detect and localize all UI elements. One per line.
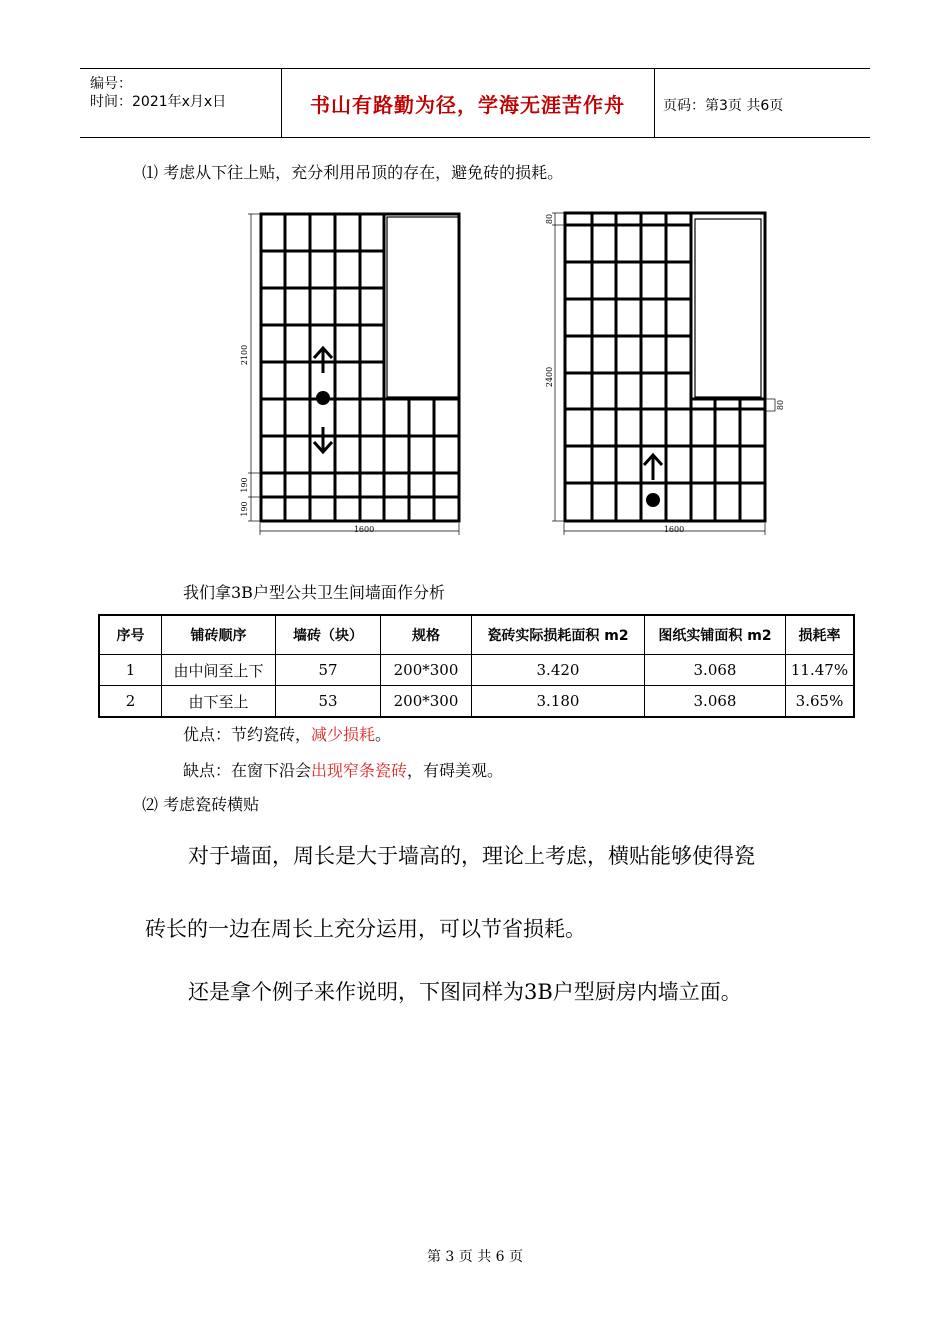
table-cell: 3.65% bbox=[786, 686, 855, 718]
analysis-table bbox=[98, 614, 855, 718]
paragraph2: 还是拿个例子来作说明，下图同样为3B户型厨房内墙立面。 bbox=[188, 980, 742, 1004]
table-header: 序号 bbox=[99, 615, 162, 655]
table-header-row bbox=[99, 615, 854, 655]
header-motto-cell bbox=[281, 69, 655, 137]
right-width-label: 1600 bbox=[663, 525, 685, 534]
table-cell: 3.068 bbox=[645, 655, 786, 686]
diagram-left bbox=[228, 205, 478, 540]
header-page-cell bbox=[655, 69, 870, 137]
left-window bbox=[387, 217, 459, 397]
table-cell: 3.420 bbox=[472, 655, 645, 686]
paragraph1-line1: 对于墙面，周长是大于墙高的，理论上考虑，横贴能够使得瓷 bbox=[188, 844, 755, 868]
table-cell: 由下至上 bbox=[162, 686, 276, 718]
table-row bbox=[99, 686, 854, 718]
table-header: 瓷砖实际损耗面积 m2 bbox=[472, 615, 645, 655]
pros-prefix: 优点：节约瓷砖， bbox=[183, 725, 312, 744]
pros-line bbox=[183, 722, 391, 745]
left-row1-label: 190 bbox=[240, 477, 249, 493]
table-cell: 3.180 bbox=[472, 686, 645, 718]
table-row bbox=[99, 655, 854, 686]
left-height-label: 2100 bbox=[240, 344, 249, 366]
diagram-right bbox=[536, 205, 798, 540]
left-row2-label: 190 bbox=[240, 501, 249, 517]
table-header: 损耗率 bbox=[786, 615, 855, 655]
cons-prefix: 缺点：在窗下沿会 bbox=[183, 761, 312, 780]
table-cell: 200*300 bbox=[381, 655, 472, 686]
left-width-label: 1600 bbox=[353, 525, 375, 534]
right-height-label: 2400 bbox=[545, 366, 554, 388]
pros-highlight: 减少损耗 bbox=[311, 725, 376, 744]
table-header: 图纸实铺面积 m2 bbox=[645, 615, 786, 655]
right-tile-grid bbox=[565, 213, 765, 521]
page-footer: 第 3 页 共 6 页 bbox=[426, 1249, 524, 1265]
number-label: 编号： bbox=[90, 76, 132, 92]
table-header: 规格 bbox=[381, 615, 472, 655]
analysis-title: 我们拿3B户型公共卫生间墙面作分析 bbox=[183, 583, 445, 602]
page-header bbox=[80, 68, 870, 138]
paragraph1-line2: 砖长的一边在周长上充分运用，可以节省损耗。 bbox=[145, 917, 586, 941]
right-side-label: 80 bbox=[776, 399, 785, 411]
page-label: 页码：第3页 共6页 bbox=[663, 98, 784, 114]
cons-line bbox=[183, 758, 503, 781]
right-window bbox=[695, 219, 761, 397]
time-label: 时间：2021年x月x日 bbox=[90, 94, 227, 110]
cons-suffix: ，有碍美观。 bbox=[407, 761, 504, 780]
cons-highlight: 出现窄条瓷砖 bbox=[311, 761, 408, 780]
header-meta-cell bbox=[80, 69, 282, 137]
table-cell: 2 bbox=[99, 686, 162, 718]
table-cell: 11.47% bbox=[786, 655, 855, 686]
table-cell: 由中间至上下 bbox=[162, 655, 276, 686]
motto: 书山有路勤为径，学海无涯苦作舟 bbox=[310, 93, 625, 117]
table-cell: 53 bbox=[276, 686, 381, 718]
pros-suffix: 。 bbox=[375, 725, 392, 744]
up-arrow-icon bbox=[644, 455, 662, 480]
table-cell: 3.068 bbox=[645, 686, 786, 718]
section2-title: ⑵ 考虑瓷砖横贴 bbox=[142, 795, 260, 814]
down-arrow-icon bbox=[314, 427, 332, 452]
table-cell: 1 bbox=[99, 655, 162, 686]
start-point-dot bbox=[646, 493, 660, 507]
section1-title: ⑴ 考虑从下往上贴，充分利用吊顶的存在，避免砖的损耗。 bbox=[142, 163, 564, 182]
table-cell: 200*300 bbox=[381, 686, 472, 718]
table-header: 铺砖顺序 bbox=[162, 615, 276, 655]
table-cell: 57 bbox=[276, 655, 381, 686]
start-point-dot bbox=[316, 391, 330, 405]
table-header: 墙砖（块） bbox=[276, 615, 381, 655]
left-tile-grid bbox=[261, 214, 459, 521]
right-top-label: 80 bbox=[545, 213, 554, 225]
